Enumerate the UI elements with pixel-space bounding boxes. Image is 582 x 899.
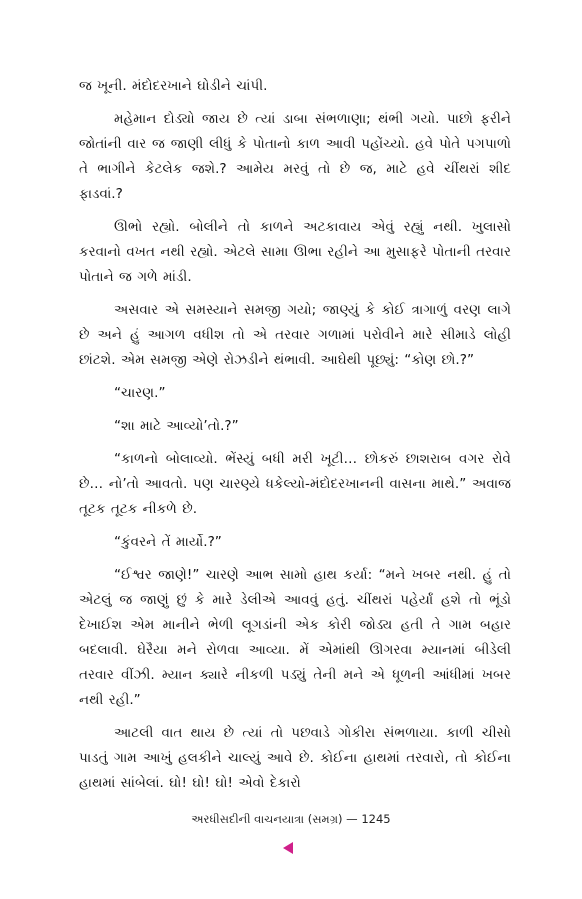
paragraph-7: “કાળનો બોલાવ્યો. ભેંસ્યું બધી મરી ખૂટી… છોકરું છાશરાબ વગર રોવે છે… નો’તો આવતો. પણ ચારણ્યે ધકેલ્યો-મંદોદરખાનની વાસના માથે.” અવાજ તૂટક તૂટક નીકળે છે. bbox=[79, 451, 511, 517]
paragraph-6: “શા માટે આવ્યો’તો.?” bbox=[114, 418, 239, 434]
paragraph-5: “ચારણ.” bbox=[114, 385, 166, 401]
triangle-left-icon[interactable] bbox=[283, 842, 293, 854]
paragraph-2: મહેમાન દોડ્યો જાય છે ત્યાં ડાબા સંભળાણા; થંભી ગયો. પાછો ફરીને જોતાંની વાર જ જાણી લીધું કે પોતાનો કાળ આવી પહોંચ્યો. હવે પોતે પગપાળો તે ભાગીને કેટલેક જશે.? આમેય મરવું તો છે જ, માટે હવે ચીંથરાં શીદ ફાડવાં.? bbox=[79, 111, 511, 202]
page-body bbox=[79, 74, 511, 804]
paragraph-3: ઊભો રહ્યો. બોલીને તો કાળને અટકાવાય એવું રહ્યું નથી. ખુલાસો કરવાનો વખત નથી રહ્યો. એટલે સામા ઊભા રહીને આ મુસાફરે પોતાની તરવાર પોતાને જ ગળે માંડી. bbox=[79, 219, 511, 285]
paragraph-1: જ ખૂની. મંદોદરખાને ઘોડીને ચાંપી. bbox=[79, 78, 268, 94]
page-footer: અરધીસદીની વાચનયાત્રા (સમગ્ર) — 1245 bbox=[191, 812, 391, 826]
paragraph-10: આટલી વાત થાય છે ત્યાં તો પછવાડે ગોકીરા સંભળાયા. કાળી ચીસો પાડતું ગામ આખું હલકીને ચાલ્યું આવે છે. કોઈના હાથમાં તરવારો, તો કોઈના હાથમાં સાંબેલાં. ઘો! ઘો! ઘો! એવો દેકારો bbox=[79, 725, 511, 791]
paragraph-4: અસવાર એ સમસ્યાને સમજી ગયો; જાણ્યું કે કોઈ ત્રાગાળું વરણ લાગે છે અને હું આગળ વધીશ તો એ તરવાર ગળામાં પરોવીને મારે સીમાડે લોહી છાંટશે. એમ સમજી એણે રોઝડીને થંભાવી. આઘેથી પૂછ્યું: “કોણ છો.?” bbox=[79, 302, 511, 368]
paragraph-9: “ઈશ્વર જાણે!” ચારણે આભ સામો હાથ કર્યા: “મને ખબર નથી. હું તો એટલું જ જાણું છું કે મારે ડેલીએ આવવું હતું. ચીંથરાં પહેર્યાં હશે તો ભૂંડો દેખાઈશ એમ માનીને ભેળી લૂગડાંની એક કોરી જોડ્ય હતી તે ગામ બહાર બદલાવી. ઘેરૈયા મને રોળવા આવ્યા. મેં એમાંથી ઊગરવા મ્યાનમાં બીડેલી તરવાર વીંઝી. મ્યાન ક્યારે નીકળી પડ્યું તેની મને એ ધૂળની આંધીમાં ખબર નથી રહી.” bbox=[79, 567, 511, 708]
paragraph-8: “કુંવરને તેં માર્યો.?” bbox=[114, 534, 222, 550]
